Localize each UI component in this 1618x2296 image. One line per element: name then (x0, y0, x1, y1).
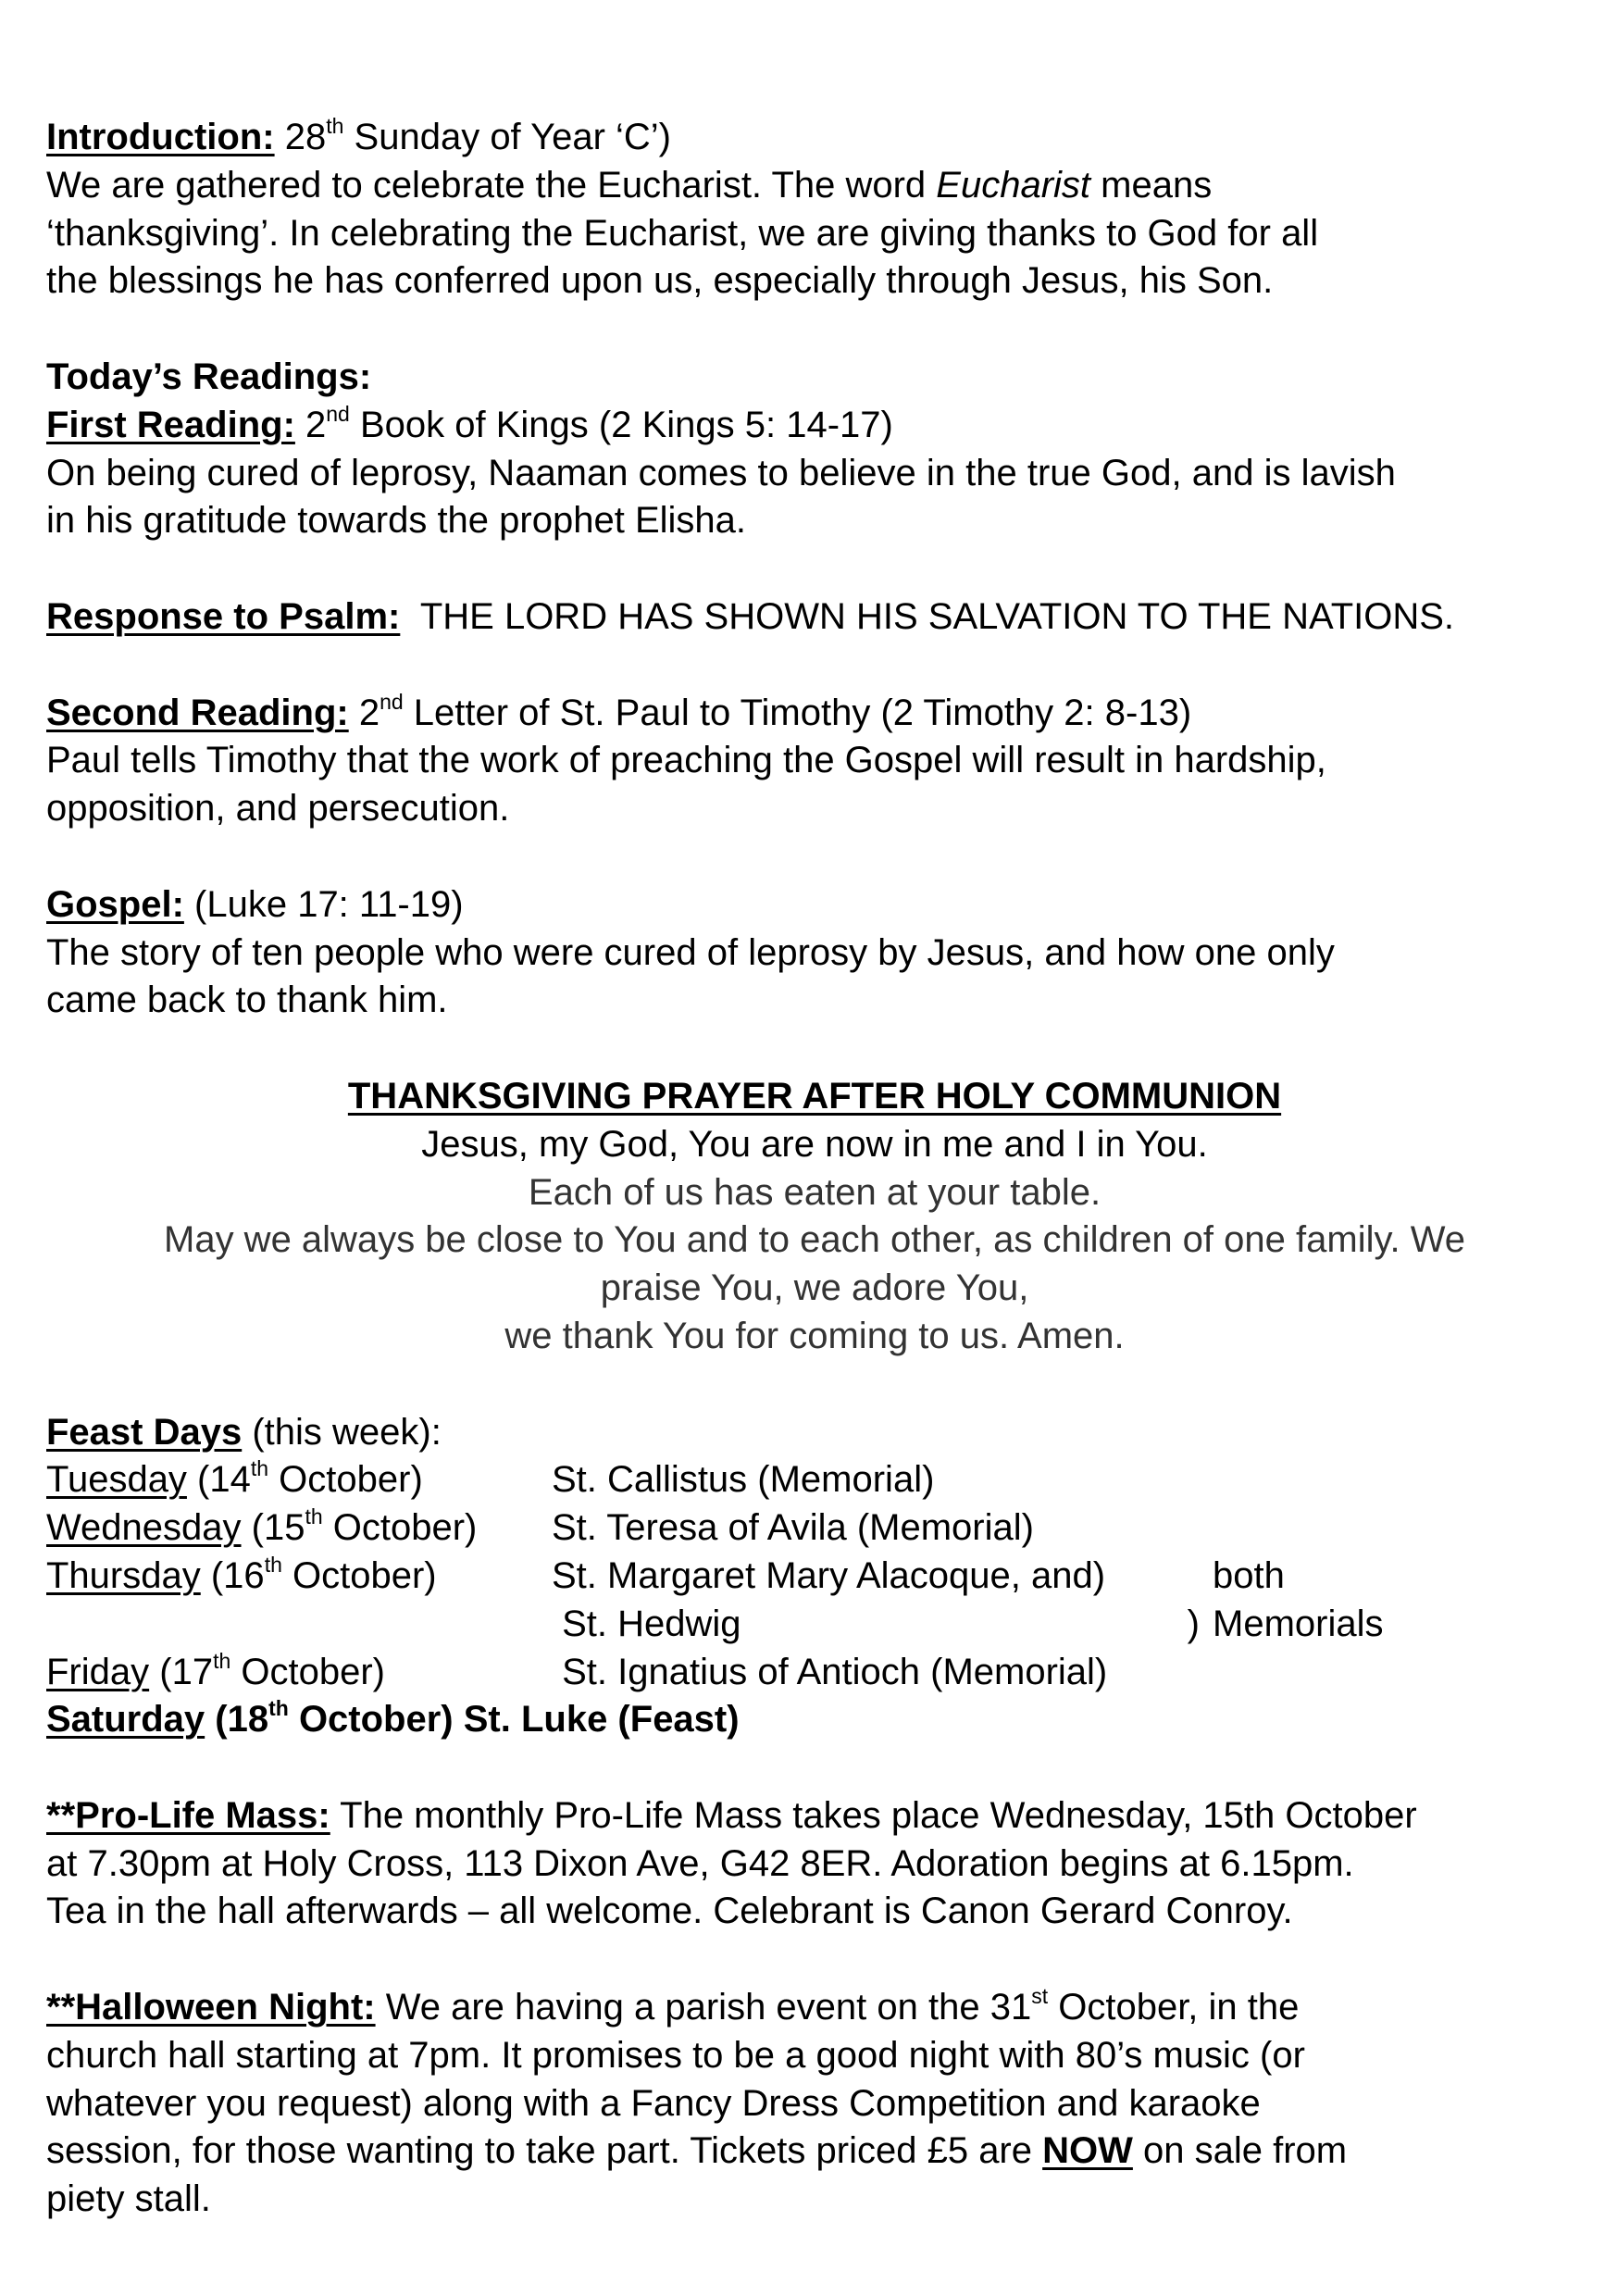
second-reading-summary: Paul tells Timothy that the work of preaching the Gospel will result in hardship, (46, 740, 1326, 781)
first-reading-summary: On being cured of leprosy, Naaman comes to believe in the true God, and is lavish (46, 452, 1396, 493)
introduction-label: Introduction: (46, 117, 275, 157)
pro-life-section (46, 1792, 1583, 1936)
pro-life-text: at 7.30pm at Holy Cross, 113 Dixon Ave, G42 8ER. Adoration begins at 6.15pm. (46, 1842, 1354, 1884)
intro-italic-word: Eucharist (936, 164, 1091, 206)
gospel-ref: (Luke 17: 11-19) (183, 883, 464, 925)
first-reading-num: 2 (294, 404, 327, 445)
halloween-text: church hall starting at 7pm. It promises to be a good night with 80’s music (or (46, 2034, 1305, 2076)
feast-days-suffix: (this week): (242, 1411, 442, 1453)
introduction-section (46, 114, 1583, 306)
halloween-text: whatever you request) along with a Fancy Dress Competition and karaoke (46, 2082, 1261, 2124)
feast-date: (14 (186, 1459, 251, 1501)
intro-title-rest: Sunday of Year ‘C’) (343, 117, 671, 157)
feast-days-section (46, 1409, 1583, 1745)
second-reading-ref: Letter of St. Paul to Timothy (2 Timothy 2: 8-13) (403, 692, 1192, 733)
feast-saint: St. Teresa of Avila (Memorial) (552, 1507, 1034, 1549)
intro-text: We are gathered to celebrate the Eucharist. The word (46, 164, 937, 206)
pro-life-text: Tea in the hall afterwards – all welcome. Celebrant is Canon Gerard Conroy. (46, 1890, 1293, 1932)
prayer-section (46, 1073, 1583, 1361)
prayer-line: Each of us has eaten at your table. (528, 1171, 1101, 1213)
first-reading-summary: in his gratitude towards the prophet Elisha. (46, 500, 746, 542)
readings-section (46, 354, 1583, 1025)
gospel-summary: came back to thank him. (46, 980, 448, 1021)
pro-life-text: The monthly Pro-Life Mass takes place Wednesday, 15th October (330, 1794, 1417, 1836)
feast-row (46, 1504, 1583, 1553)
feast-day: Tuesday (46, 1459, 187, 1501)
first-reading-label: First Reading: (46, 404, 295, 445)
intro-text: ‘thanksgiving’. In celebrating the Eucharist, we are giving thanks to God for all (46, 212, 1319, 254)
feast-note: Memorials (1213, 1603, 1384, 1644)
prayer-line: praise You, we adore You, (600, 1267, 1029, 1309)
halloween-label: **Halloween Night: (46, 1987, 376, 2028)
ordinal-suffix: nd (380, 689, 404, 714)
feast-saint: October) St. Luke (Feast) (288, 1699, 740, 1741)
halloween-text: piety stall. (46, 2178, 211, 2220)
ordinal-suffix: st (1031, 1984, 1049, 2009)
psalm-response: THE LORD HAS SHOWN HIS SALVATION TO THE NATIONS. (400, 595, 1455, 637)
prayer-title: THANKSGIVING PRAYER AFTER HOLY COMMUNION (347, 1075, 1282, 1117)
feast-row (46, 1649, 1583, 1697)
second-reading-summary: opposition, and persecution. (46, 788, 510, 830)
feast-note: both (1213, 1554, 1285, 1596)
feast-month: October) (230, 1651, 385, 1692)
feast-day: Friday (46, 1651, 150, 1692)
ordinal-suffix: th (326, 114, 344, 138)
prayer-line: we thank You for coming to us. Amen. (504, 1315, 1125, 1356)
feast-days-label: Feast Days (46, 1411, 243, 1453)
ordinal-suffix: nd (326, 401, 350, 426)
halloween-text: October, in the (1048, 1987, 1300, 2028)
second-reading-label: Second Reading: (46, 692, 349, 733)
halloween-section (46, 1984, 1583, 2224)
ordinal-suffix: th (250, 1456, 269, 1481)
now-emphasis: NOW (1042, 2130, 1133, 2172)
feast-row (46, 1553, 1583, 1601)
halloween-text: on sale from (1132, 2130, 1348, 2172)
ordinal-suffix: th (268, 1696, 289, 1721)
second-reading-num: 2 (348, 692, 380, 733)
halloween-text: session, for those wanting to take part. Tickets priced £5 are (46, 2130, 1043, 2172)
feast-row (46, 1456, 1583, 1504)
psalm-label: Response to Psalm: (46, 595, 401, 637)
feast-date: (18 (205, 1699, 269, 1741)
feast-saint: St. Hedwig (552, 1603, 741, 1644)
feast-saint: St. Margaret Mary Alacoque, and) (552, 1554, 1106, 1596)
prayer-line: Jesus, my God, You are now in me and I in You. (421, 1123, 1208, 1165)
feast-month: October) (281, 1554, 437, 1596)
halloween-text: We are having a parish event on the 31 (375, 1987, 1032, 2028)
feast-month: October) (322, 1507, 478, 1549)
feast-day: Saturday (46, 1699, 205, 1741)
bulletin-page (46, 114, 1583, 2224)
intro-text: the blessings he has conferred upon us, especially through Jesus, his Son. (46, 260, 1274, 302)
feast-day: Thursday (46, 1554, 201, 1596)
gospel-summary: The story of ten people who were cured of leprosy by Jesus, and how one only (46, 931, 1335, 973)
ordinal-suffix: th (264, 1552, 282, 1577)
feast-saint: St. Ignatius of Antioch (Memorial) (552, 1651, 1108, 1692)
feast-saint: St. Callistus (Memorial) (552, 1459, 935, 1501)
pro-life-label: **Pro-Life Mass: (46, 1794, 330, 1836)
feast-date: (15 (241, 1507, 305, 1549)
feast-month: October) (268, 1459, 423, 1501)
gospel-label: Gospel: (46, 883, 184, 925)
feast-day: Wednesday (46, 1507, 242, 1549)
ordinal-suffix: th (213, 1648, 231, 1673)
prayer-line: May we always be close to You and to each other, as children of one family. We (164, 1219, 1465, 1261)
feast-row-saturday (46, 1696, 1583, 1744)
ordinal-suffix: th (305, 1504, 323, 1529)
readings-heading: Today’s Readings: (46, 356, 372, 397)
feast-date: (17 (149, 1651, 214, 1692)
first-reading-ref: Book of Kings (2 Kings 5: 14-17) (349, 404, 893, 445)
intro-text: means (1090, 164, 1213, 206)
feast-date: (16 (200, 1554, 265, 1596)
feast-row (46, 1601, 1583, 1649)
feast-paren: ) (1187, 1603, 1200, 1644)
week-number: 28 (284, 117, 327, 157)
